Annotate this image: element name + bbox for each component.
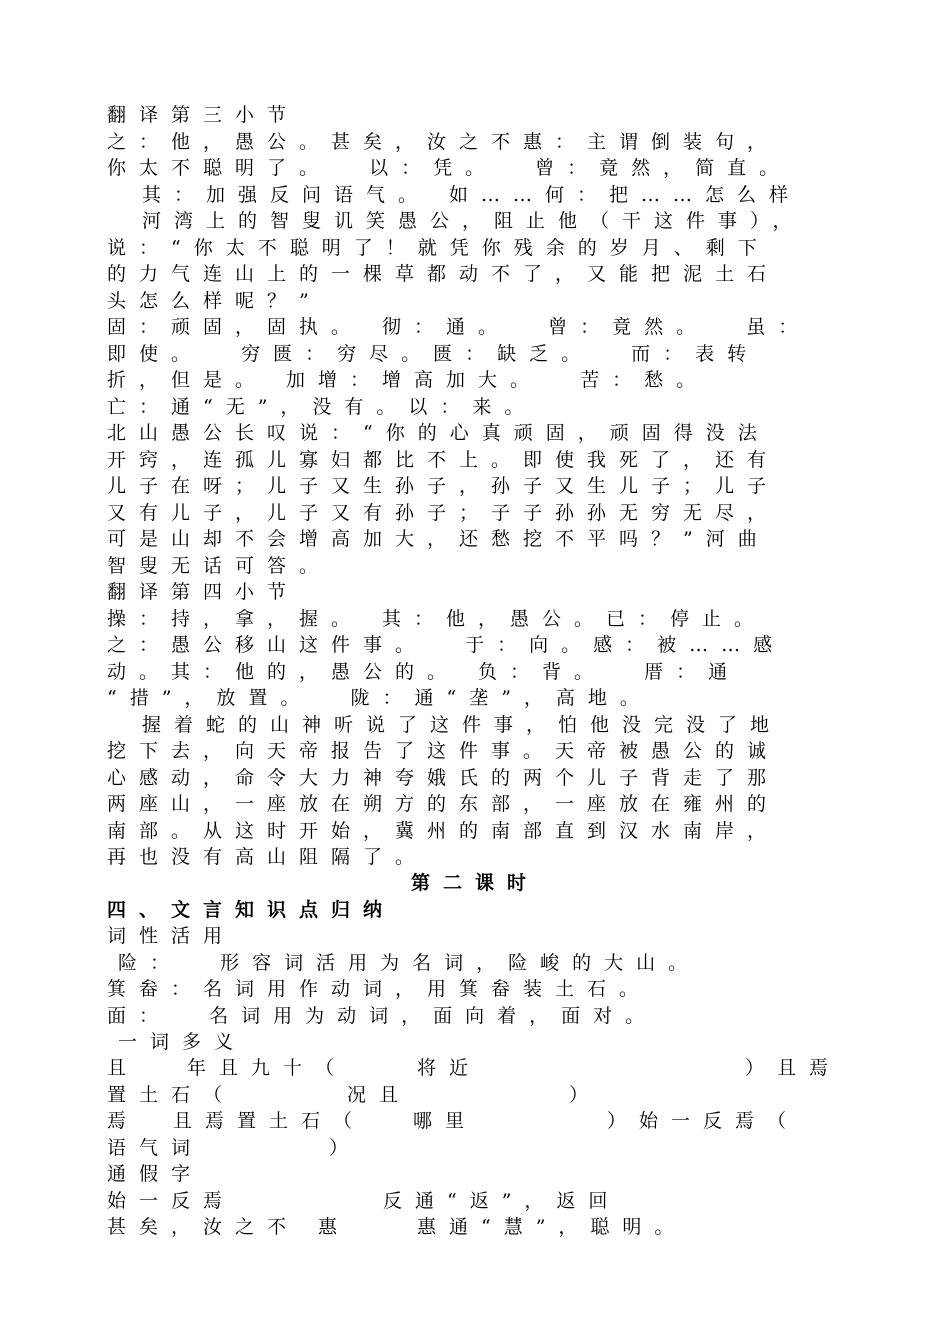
text-segment: ） (569, 1084, 602, 1106)
text-line: 通假字 (107, 1163, 204, 1185)
text-line: 两座山，一座放在朔方的东部，一座放在雍州的 (107, 793, 780, 815)
text-segment: ）始一反焉（ (607, 1110, 800, 1132)
section-heading: 第二课时 (410, 872, 539, 894)
subsection-heading: 四、文言知识点归纳 (107, 899, 396, 921)
text-segment: 始一反焉 (107, 1190, 236, 1212)
text-line: 固：顽固，固执。 彻：通。 曾：竟然。 虽： (107, 316, 811, 338)
text-line: 翻译第三小节 (107, 104, 300, 126)
text-segment: 将近 (417, 1057, 482, 1079)
text-line: 亡：通“无”，没有。以：来。 (107, 396, 537, 418)
text-line: 北山愚公长叹说：“你的心真顽固，顽固得没法 (107, 422, 770, 444)
text-segment: 甚矣，汝之不 惠 (107, 1216, 351, 1238)
text-line: 挖下去，向天帝报告了这件事。天帝被愚公的诚 (107, 740, 780, 762)
text-segment: 惠通“慧”，聪明。 (417, 1216, 687, 1238)
text-line: 险： 形容词活用为名词，险峻的大山。 (118, 952, 701, 974)
text-line: 折，但是。 加增：增高加大。 苦：愁。 (107, 369, 709, 391)
text-line: 箕畚：名词用作动词，用箕畚装土石。 (107, 978, 652, 1000)
text-line: 即使。 穷匮：穷尽。匮：缺乏。 而：表转 (107, 343, 760, 365)
text-line: 一词多义 (118, 1031, 247, 1053)
definition-line (107, 1108, 867, 1134)
text-line: 说：“你太不聪明了！就凭你残余的岁月、剩下 (107, 237, 770, 259)
text-segment: 反通“返”，返回 (383, 1190, 621, 1212)
text-line: 动。其：他的，愚公的。 负：背。 厝：通 (107, 661, 741, 683)
text-line: 又有儿子，儿子又有孙子；子子孙孙无穷无尽， (107, 502, 780, 524)
text-line: 词性活用 (107, 925, 236, 947)
definition-line (107, 1135, 867, 1161)
text-line: 河湾上的智叟讥笑愚公，阻止他（干这件事）， (142, 210, 805, 232)
text-line: 其：加强反问语气。 如……何：把……怎么样 (142, 184, 802, 206)
text-line: 儿子在呀；儿子又生孙子，孙子又生儿子；儿子 (107, 475, 780, 497)
text-segment: ） (329, 1137, 362, 1159)
definition-line (107, 1082, 867, 1108)
text-line: 头怎么样呢？” (107, 290, 322, 312)
text-line: 你太不聪明了。 以：凭。 曾：竟然，简直。 (107, 157, 792, 179)
text-line: 操：持，拿，握。 其：他，愚公。已：停止。 (107, 608, 767, 630)
text-segment: 且 (107, 1057, 140, 1079)
text-segment: 年且九十（ (187, 1057, 348, 1079)
text-segment: 哪里 (413, 1110, 478, 1132)
text-line: 面： 名词用为动词，面向着，面对。 (107, 1005, 658, 1027)
text-line: 之：愚公移山这件事。 于：向。感：被……感 (107, 634, 786, 656)
text-line: 心感动，命令大力神夸娥氏的两个儿子背走了那 (107, 767, 780, 789)
definition-line (107, 1055, 867, 1081)
text-line: 握着蛇的山神听说了这件事，怕他没完没了地 (142, 714, 783, 736)
text-line: 之：他，愚公。甚矣，汝之不惠：主谓倒装句， (107, 131, 780, 153)
text-line: 的力气连山上的一棵草都动不了，又能把泥土石 (107, 263, 780, 285)
text-line: 翻译第四小节 (107, 581, 300, 603)
text-line: 开窍，连孤儿寡妇都比不上。即使我死了，还有 (107, 449, 780, 471)
text-segment: 况且 (347, 1084, 412, 1106)
text-line: 再也没有高山阻隔了。 (107, 846, 428, 868)
text-line: 南部。从这时开始，冀州的南部直到汉水南岸， (107, 820, 780, 842)
text-segment: ）且焉 (745, 1057, 842, 1079)
definition-line (107, 1214, 867, 1240)
text-segment: 语气词 (107, 1137, 204, 1159)
text-line: 可是山却不会增高加大，还愁挖不平吗？”河曲 (107, 528, 770, 550)
text-line: “措”，放置。 陇：通“垄”，高地。 (107, 687, 652, 709)
text-segment: 置土石（ (107, 1084, 236, 1106)
text-segment: 且焉置土石（ (173, 1110, 366, 1132)
text-line: 智叟无话可答。 (107, 555, 332, 577)
text-segment: 焉 (107, 1110, 140, 1132)
definition-line (107, 1188, 867, 1214)
